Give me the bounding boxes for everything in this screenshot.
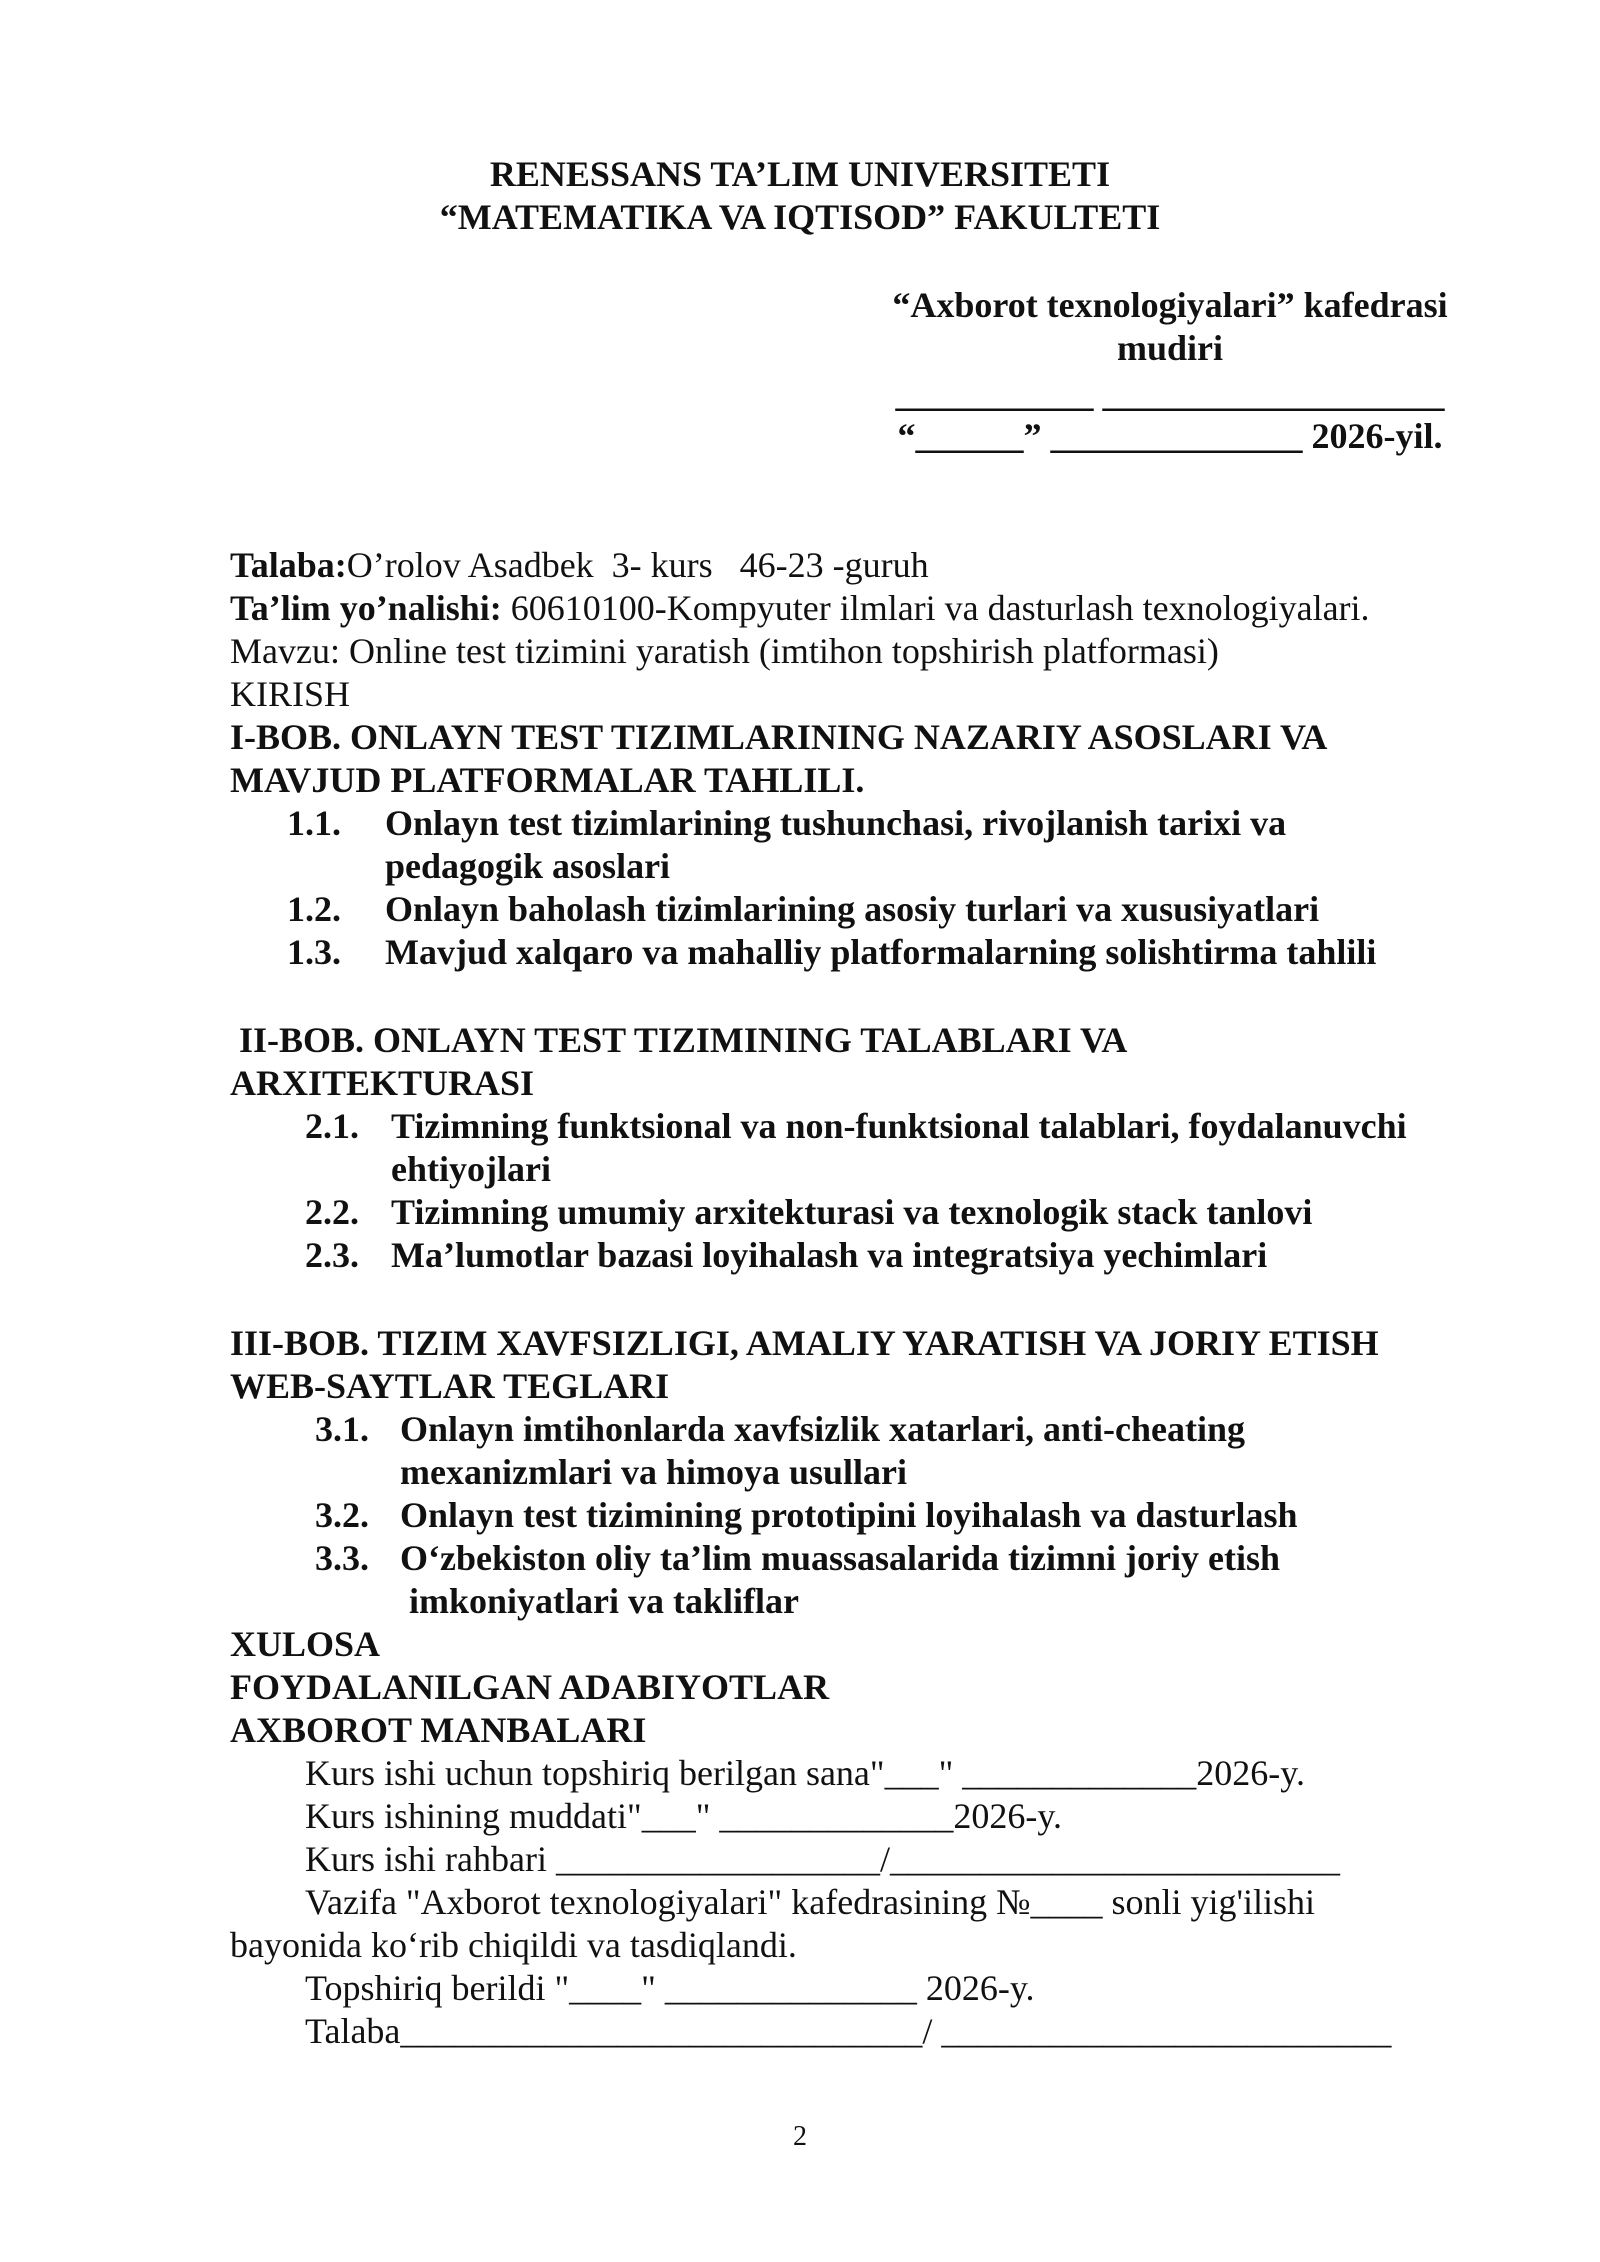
section-2-3-title: Ma’lumotlar bazasi loyihalash va integratsiya yechimlari bbox=[391, 1235, 1268, 1275]
section-1-1-title-line-2: pedagogik asoslari bbox=[385, 846, 671, 886]
section-3-1-title-line-2: mexanizmlari va himoya usullari bbox=[400, 1452, 907, 1492]
topic-line: Mavzu: Online test tizimini yaratish (imtihon topshirish platformasi) bbox=[230, 631, 1219, 671]
section-2-2-number: 2.2. bbox=[305, 1192, 359, 1232]
section-3-3-number: 3.3. bbox=[315, 1538, 369, 1578]
chapter-2-title-line-2: ARXITEKTURASI bbox=[230, 1063, 535, 1103]
faculty-name: “MATEMATIKA VA IQTISOD” FAKULTETI bbox=[439, 197, 1161, 237]
section-1-2-number: 1.2. bbox=[287, 889, 341, 929]
review-line-2: bayonida ko‘rib chiqildi va tasdiqlandi. bbox=[230, 1925, 797, 1965]
section-3-1-title-line-1: Onlayn imtihonlarda xavfsizlik xatarlari, anti-cheating bbox=[400, 1409, 1246, 1449]
page-number: 2 bbox=[793, 2121, 807, 2152]
approval-date-line: “______” ______________ 2026-yil. bbox=[897, 416, 1443, 456]
chapter-1-title-line-1: I-BOB. ONLAYN TEST TIZIMLARINING NAZARIY ASOSLARI VA bbox=[230, 717, 1328, 757]
section-3-2-number: 3.2. bbox=[315, 1495, 369, 1535]
department-line-1: “Axborot texnologiyalari” kafedrasi bbox=[892, 285, 1448, 325]
section-3-3-title-line-2: imkoniyatlari va takliflar bbox=[400, 1581, 799, 1621]
section-1-3-number: 1.3. bbox=[287, 932, 341, 972]
student-line bbox=[230, 544, 929, 587]
student-label: Talaba: bbox=[230, 545, 347, 585]
university-name: RENESSANS TA’LIM UNIVERSITETI bbox=[489, 154, 1111, 194]
section-3-1-number: 3.1. bbox=[315, 1409, 369, 1449]
chapter-2-title-line-1: II-BOB. ONLAYN TEST TIZIMINING TALABLARI VA bbox=[230, 1020, 1128, 1060]
chapter-3-title-line-2: WEB-SAYTLAR TEGLARI bbox=[230, 1366, 670, 1406]
signature-line: ___________ ___________________ bbox=[895, 374, 1445, 414]
student-value: O’rolov Asadbek 3- kurs 46-23 -guruh bbox=[346, 545, 929, 585]
chapter-1-title-line-2: MAVJUD PLATFORMALAR TAHLILI. bbox=[230, 760, 865, 800]
section-2-3-number: 2.3. bbox=[305, 1235, 359, 1275]
section-3-3-title-line-1: O‘zbekiston oliy ta’lim muassasalarida tizimni joriy etish bbox=[400, 1538, 1280, 1578]
review-line-1: Vazifa "Axborot texnologiyalari" kafedrasining №____ sonli yig'ilishi bbox=[305, 1882, 1316, 1922]
sources-heading: AXBOROT MANBALARI bbox=[230, 1710, 647, 1750]
direction-line bbox=[230, 587, 1370, 630]
direction-label: Ta’lim yo’nalishi: bbox=[230, 588, 502, 628]
section-2-1-title-line-2: ehtiyojlari bbox=[391, 1149, 551, 1189]
section-2-2-title: Tizimning umumiy arxitekturasi va texnologik stack tanlovi bbox=[391, 1192, 1313, 1232]
direction-value: 60610100-Kompyuter ilmlari va dasturlash texnologiyalari. bbox=[501, 588, 1370, 628]
section-1-2-title: Onlayn baholash tizimlarining asosiy turlari va xususiyatlari bbox=[385, 889, 1320, 929]
section-1-1-number: 1.1. bbox=[287, 803, 341, 843]
deadline-line: Kurs ishining muddati"___" _____________2026-y. bbox=[305, 1796, 1063, 1836]
section-2-1-number: 2.1. bbox=[305, 1106, 359, 1146]
chapter-3-title-line-1: III-BOB. TIZIM XAVFSIZLIGI, AMALIY YARATISH VA JORIY ETISH bbox=[230, 1323, 1379, 1363]
supervisor-line: Kurs ishi rahbari __________________/_________________________ bbox=[305, 1839, 1340, 1879]
section-2-1-title-line-1: Tizimning funktsional va non-funktsional talablari, foydalanuvchi bbox=[391, 1106, 1407, 1146]
section-3-2-title: Onlayn test tizimining prototipini loyihalash va dasturlash bbox=[400, 1495, 1298, 1535]
section-1-3-title: Mavjud xalqaro va mahalliy platformalarning solishtirma tahlili bbox=[385, 932, 1377, 972]
assignment-given-line: Topshiriq berildi "____" ______________ 2026-y. bbox=[305, 1968, 1035, 2008]
conclusion-heading: XULOSA bbox=[230, 1624, 381, 1664]
department-line-2: mudiri bbox=[1116, 328, 1223, 368]
references-heading: FOYDALANILGAN ADABIYOTLAR bbox=[230, 1667, 830, 1707]
intro-heading: KIRISH bbox=[230, 674, 351, 714]
student-signature-line: Talaba_____________________________/ _________________________ bbox=[305, 2011, 1392, 2051]
section-1-1-title-line-1: Onlayn test tizimlarining tushunchasi, rivojlanish tarixi va bbox=[385, 803, 1287, 843]
assigned-date-line: Kurs ishi uchun topshiriq berilgan sana"___" _____________2026-y. bbox=[305, 1753, 1305, 1793]
